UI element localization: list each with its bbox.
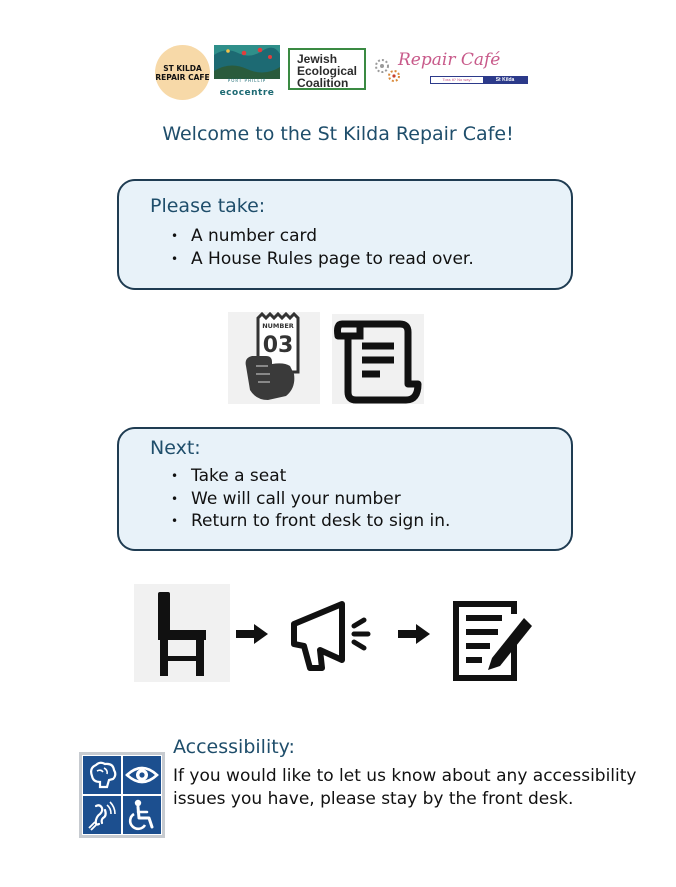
logo-text: ecocentre: [219, 88, 275, 98]
next-panel: [117, 427, 573, 551]
form-edit-icon: [452, 600, 536, 682]
logo-bar: [430, 76, 528, 84]
please-take-list: [171, 225, 474, 270]
list-item: • Return to front desk to sign in.: [171, 510, 450, 533]
logo-text: Coalition: [297, 76, 349, 90]
logo-text: St Kilda: [483, 77, 527, 83]
ecocentre-logo: [214, 45, 280, 97]
list-item: • Take a seat: [171, 465, 450, 488]
next-list: [171, 465, 450, 533]
logo-text: Ecological: [297, 64, 358, 78]
arrow-right-icon: [236, 624, 268, 644]
logo-text: Toss it? No way!: [431, 77, 483, 83]
logo-text: Jewish: [297, 52, 338, 66]
ticket-number: 03: [262, 333, 294, 358]
please-take-panel: [117, 179, 573, 290]
eye-icon: [122, 755, 162, 795]
arrow-right-icon: [398, 624, 430, 644]
logo-text: PORT PHILLIP: [227, 78, 267, 83]
wheelchair-icon: [122, 795, 162, 835]
scroll-icon: [332, 314, 424, 404]
ecocentre-mark-icon: [214, 45, 280, 81]
repair-cafe-logo: [372, 50, 530, 90]
list-item: • A number card: [171, 225, 474, 248]
number-ticket-icon: [228, 312, 320, 404]
list-item: • We will call your number: [171, 488, 450, 511]
accessibility-text: If you would like to let us know about any accessibility issues you have, please stay by the front desk.: [173, 766, 637, 809]
logo-text: ST KILDA: [163, 63, 202, 73]
brain-icon: [82, 755, 122, 795]
next-heading: Next:: [150, 437, 201, 459]
ticket-label: NUMBER: [262, 322, 294, 330]
page-title: Welcome to the St Kilda Repair Cafe!: [162, 123, 514, 145]
hearing-icon: [82, 795, 122, 835]
megaphone-icon: [286, 596, 378, 674]
accessibility-icons: [79, 752, 165, 838]
list-item: • A House Rules page to read over.: [171, 248, 474, 271]
accessibility-heading: Accessibility:: [173, 736, 295, 758]
logo-text: REPAIR CAFE: [155, 72, 210, 82]
please-take-heading: Please take:: [150, 195, 266, 217]
logo-title: Repair Café: [398, 50, 501, 70]
st-kilda-repair-cafe-logo: [155, 45, 210, 100]
chair-icon: [134, 584, 230, 682]
jewish-ecological-coalition-logo: [288, 48, 366, 90]
